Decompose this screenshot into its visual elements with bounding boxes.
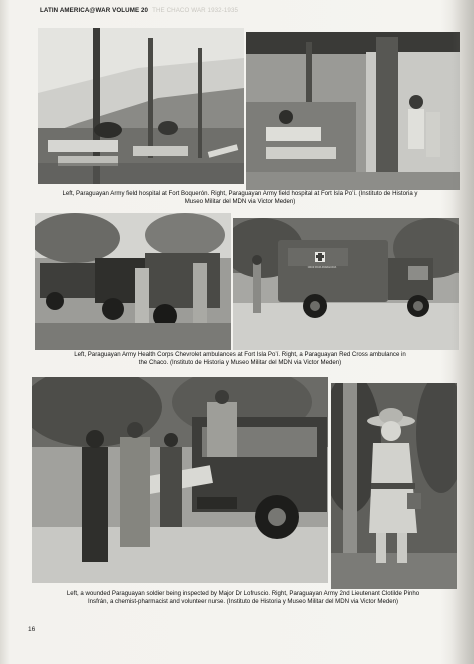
running-header bbox=[40, 7, 238, 14]
photo-red-cross-ambulance bbox=[233, 218, 459, 350]
ambulance-sign: CRUZ ROJA PARAGUAYA bbox=[307, 266, 337, 269]
faded-title: THE CHACO WAR 1932-1935 bbox=[152, 7, 239, 14]
page-number: 16 bbox=[28, 626, 36, 633]
running-title: LATIN AMERICA@WAR VOLUME 20 bbox=[40, 7, 149, 14]
photo-nurse-portrait bbox=[331, 383, 457, 589]
photo-field-hospital-isla-poi bbox=[246, 32, 460, 190]
caption-row-1: Left, Paraguayan Army field hospital at Fort Boquerón. Right, Paraguayan Army field hospital at Fort Isla Po’í. (Instituto de Historia y Museo Militar del MDN via Victor Meden) bbox=[62, 190, 418, 206]
caption-row-2: Left, Paraguayan Army Health Corps Chevrolet ambulances at Fort Isla Po’í. Right, a Paraguayan Red Cross ambulance in the Chaco. (Instituto de Historia y Museo Militar del MDN via Victor Meden) bbox=[74, 351, 406, 367]
caption-row-3: Left, a wounded Paraguayan soldier being inspected by Major Dr Lofruscio. Right, Paraguayan Army 2nd Lieutenant Clotilde Pinho Insfrán, a chemist-pharmacist and volunteer nurse. (Instituto de Historia y Museo Militar del MDN via Victor Meden) bbox=[66, 590, 420, 606]
page-edge-shadow bbox=[452, 0, 474, 664]
photo-wounded-soldier-inspection bbox=[32, 377, 328, 583]
photo-chevrolet-ambulances bbox=[35, 213, 231, 350]
photo-field-hospital-boqueron bbox=[38, 28, 244, 184]
